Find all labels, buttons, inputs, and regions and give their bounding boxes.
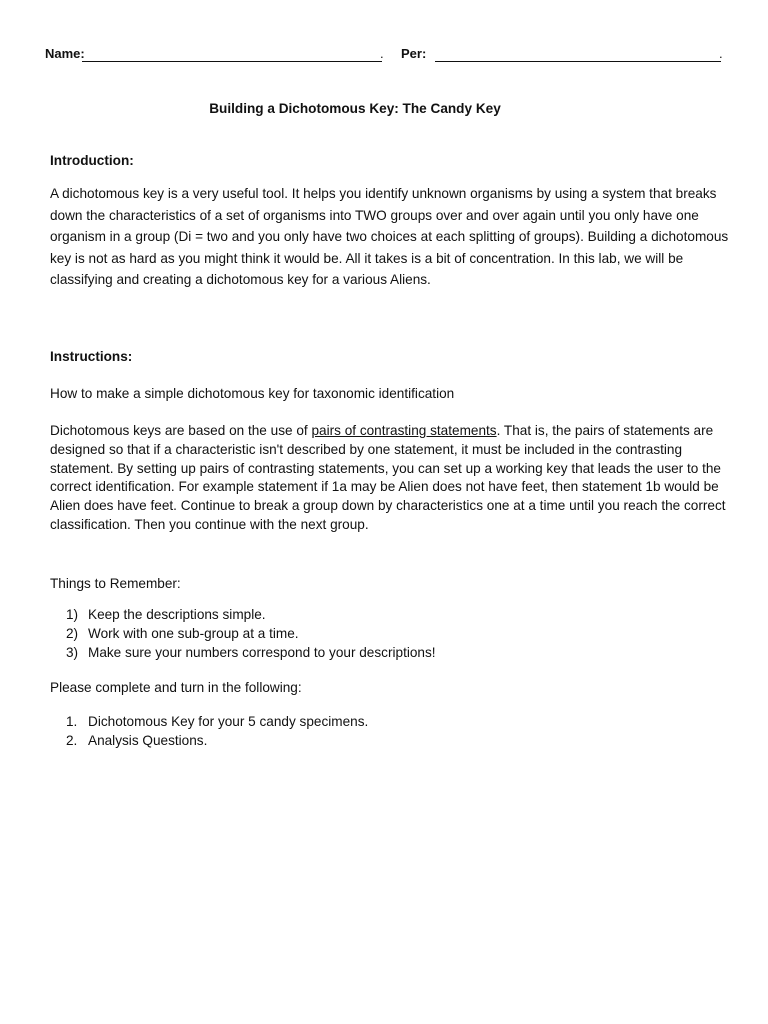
instructions-text-after: . That is, the pairs of statements are designed so that if a characteristic isn't described by one statement, it must be included in the contrasting statement. By setting up pairs of contrasting statements, you can set up a working key that leads the user to the correct identification. For example statement if 1a may be Alien does not have feet, then statement 1b would be Alien does have feet. Continue to break a group down by characteristics one at a time until you reach the correct classification. Then you continue with the next group. (50, 423, 726, 532)
list-item: 2) Work with one sub-group at a time. (66, 625, 299, 641)
name-end-dot: . (380, 46, 384, 61)
complete-list-container (50, 713, 730, 751)
list-item: 2. Analysis Questions. (66, 732, 208, 748)
list-item: 3) Make sure your numbers correspond to your descriptions! (66, 644, 436, 660)
introduction-heading: Introduction: (50, 153, 134, 168)
per-blank-line[interactable] (435, 61, 721, 62)
instructions-text-before: Dichotomous keys are based on the use of (50, 423, 312, 438)
instructions-heading: Instructions: (50, 349, 133, 364)
per-end-dot: . (719, 46, 723, 61)
student-info-row (45, 46, 725, 66)
complete-heading: Please complete and turn in the following: (50, 680, 302, 695)
name-label: Name: (45, 46, 85, 61)
instructions-subheading: How to make a simple dichotomous key for taxonomic identification (50, 386, 455, 401)
name-blank-line[interactable] (82, 61, 382, 62)
instructions-paragraph (50, 422, 730, 535)
per-label: Per: (401, 46, 427, 61)
list-item: 1) Keep the descriptions simple. (66, 607, 266, 622)
introduction-paragraph: A dichotomous key is a very useful tool. It helps you identify unknown organisms by using a system that breaks down the characteristics of a set of organisms into TWO groups over and over again until you only have one organism in a group (Di = two and you only have two choices at each splitting of groups). Building a dichotomous key is not as hard as you might think it would be. All it takes is a bit of concentration. In this lab, we will be classifying and creating a dichotomous key for a various Aliens. (50, 186, 729, 288)
complete-list (50, 713, 730, 751)
list-item: 1. Dichotomous Key for your 5 candy specimens. (66, 714, 369, 729)
remember-list-container (50, 606, 730, 662)
page-title: Building a Dichotomous Key: The Candy Key (209, 101, 501, 116)
contrasting-statements-underlined: pairs of contrasting statements (311, 423, 497, 438)
remember-list (50, 606, 730, 662)
remember-heading: Things to Remember: (50, 576, 181, 591)
